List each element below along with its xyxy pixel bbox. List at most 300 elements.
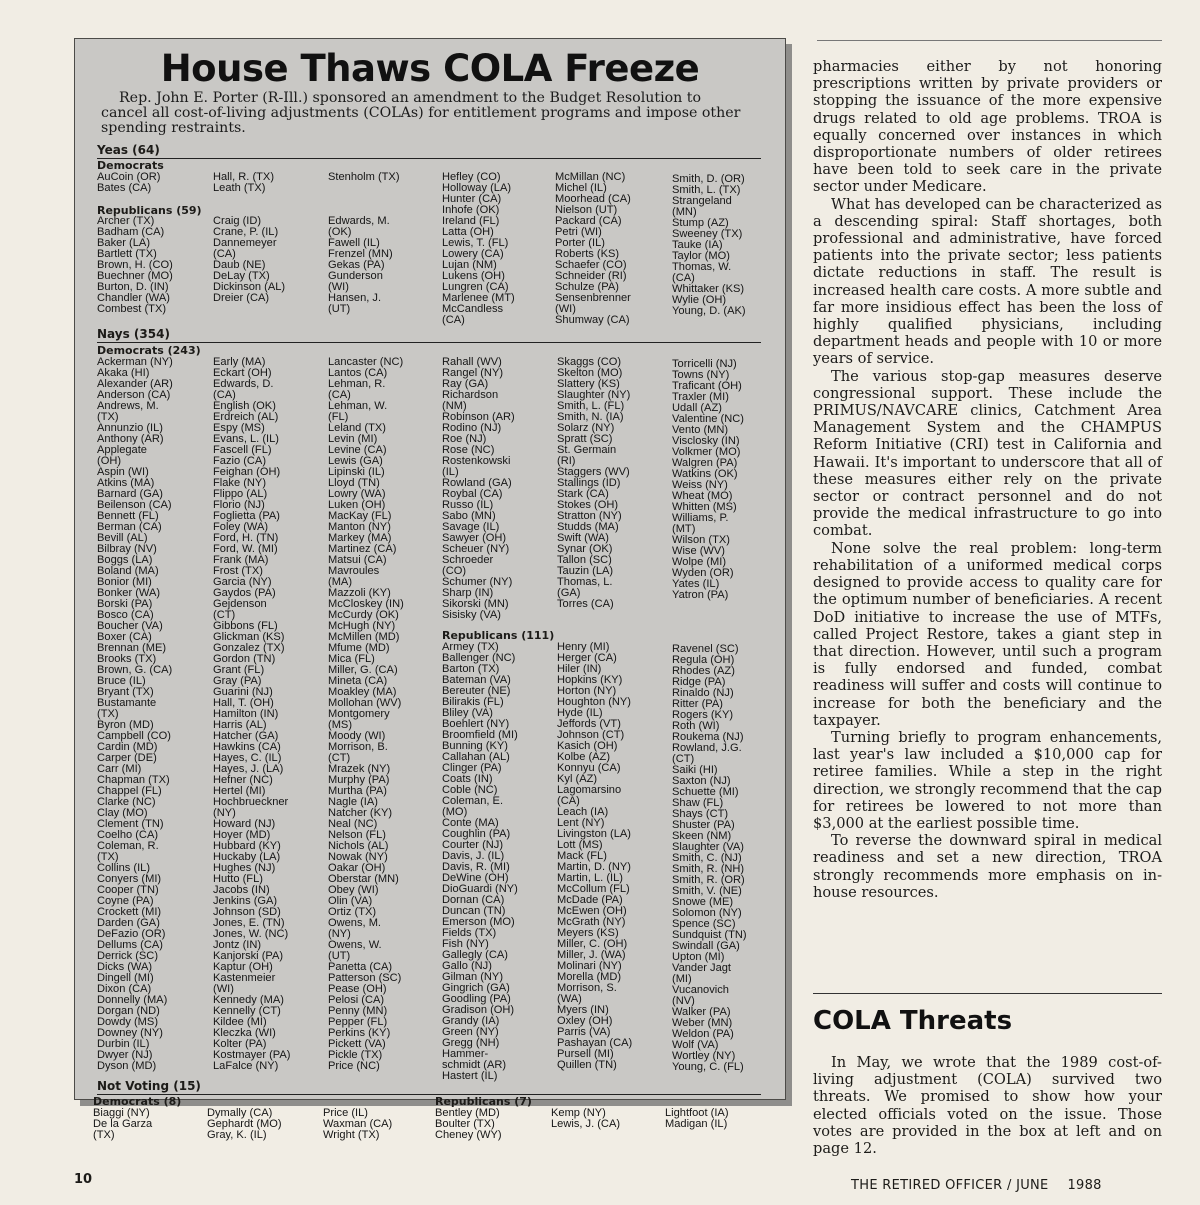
member-name: Boehlert (NY): [442, 718, 510, 730]
member-name: (NM): [442, 400, 467, 412]
member-name: Byron (MD): [97, 719, 154, 731]
member-name: Owens, M.: [328, 917, 382, 929]
nays-dem-col-2: [213, 357, 290, 1072]
member-name: Harris (AL): [213, 719, 267, 731]
member-name: Applegate: [97, 444, 147, 456]
member-name: Alexander (AR): [97, 378, 173, 390]
member-name: Mrazek (NY): [328, 763, 391, 775]
member-name: Snowe (ME): [672, 896, 734, 908]
member-name: McHugh (NY): [328, 620, 396, 632]
member-name: Tauzin (LA): [557, 565, 614, 577]
member-name: Thomas, W.: [672, 261, 732, 273]
member-name: Hammer-: [442, 1048, 489, 1060]
member-name: Hyde (IL): [557, 707, 603, 719]
member-name: Montgomery: [328, 708, 390, 720]
member-name: Skaggs (CO): [557, 356, 622, 368]
member-name: Beilenson (CA): [97, 499, 172, 511]
not-voting-dem-col-3: [323, 1108, 392, 1141]
member-name: Foley (WA): [213, 521, 269, 533]
member-name: Stark (CA): [557, 488, 609, 500]
member-name: Panetta (CA): [328, 961, 393, 973]
member-name: Gaydos (PA): [213, 587, 276, 599]
box-title: House Thaws COLA Freeze: [160, 47, 700, 90]
member-name: Rhodes (AZ): [672, 665, 735, 677]
member-name: Dixon (CA): [97, 983, 152, 995]
nays-dem-col-1: [97, 357, 173, 1072]
member-name: Sawyer (OH): [442, 532, 507, 544]
member-name: Young, D. (AK): [672, 305, 746, 317]
member-name: Lent (NY): [557, 817, 605, 829]
member-name: McCollum (FL): [557, 883, 630, 895]
member-name: Yatron (PA): [672, 589, 729, 601]
member-name: Bevill (AL): [97, 532, 148, 544]
member-name: Ballenger (NC): [442, 652, 516, 664]
member-name: (CT): [328, 752, 351, 764]
yeas-democrats-heading: Democrats: [97, 159, 164, 172]
member-name: Moakley (MA): [328, 686, 397, 698]
member-name: Moorhead (CA): [555, 193, 631, 205]
member-name: Lehman, W.: [328, 400, 388, 412]
member-name: Gonzalez (TX): [213, 642, 285, 654]
member-name: (MN): [672, 206, 697, 218]
member-name: Davis, R. (MI): [442, 861, 510, 873]
member-name: (CA): [213, 248, 236, 260]
member-name: Lloyd (TN): [328, 477, 380, 489]
member-name: Gray, K. (IL): [207, 1129, 267, 1141]
member-name: Slaughter (VA): [672, 841, 744, 853]
member-name: Mavroules: [328, 565, 380, 577]
member-name: Kennelly (CT): [213, 1005, 281, 1017]
member-name: Smith, L. (FL): [557, 400, 625, 412]
member-name: Bennett (FL): [97, 510, 159, 522]
member-name: Dowdy (MS): [97, 1016, 159, 1028]
member-name: Florio (NJ): [213, 499, 265, 511]
member-name: Ray (GA): [442, 378, 489, 390]
member-name: (CA): [328, 389, 351, 401]
member-name: Lagomarsino: [557, 784, 622, 796]
member-name: Pickle (TX): [328, 1049, 383, 1061]
member-name: Shaw (FL): [672, 797, 724, 809]
member-name: Lancaster (NC): [328, 356, 404, 368]
member-name: Nowak (NY): [328, 851, 388, 863]
member-name: Boland (MA): [97, 565, 159, 577]
member-name: Patterson (SC): [328, 972, 402, 984]
member-name: MacKay (FL): [328, 510, 392, 522]
member-name: Walker (PA): [672, 1006, 731, 1018]
member-name: De la Garza: [93, 1118, 153, 1130]
member-name: Conte (MA): [442, 817, 499, 829]
member-name: Weldon (PA): [672, 1028, 734, 1040]
yeas-dem-col-1: [97, 172, 161, 194]
member-name: Martin, D. (NY): [557, 861, 631, 873]
member-name: Smith, R. (OR): [672, 874, 745, 886]
member-name: (FL): [328, 411, 349, 423]
yeas-rep-col-3: [328, 216, 393, 315]
member-name: St. Germain: [557, 444, 617, 456]
member-name: Spratt (SC): [557, 433, 613, 445]
member-name: Torricelli (NJ): [672, 358, 737, 370]
member-name: Glickman (KS): [213, 631, 285, 643]
member-name: (NV): [672, 995, 695, 1007]
member-name: Traxler (MI): [672, 391, 729, 403]
member-name: Hastert (IL): [442, 1070, 498, 1082]
member-name: (CT): [213, 609, 236, 621]
nays-dem-col-5: [557, 357, 630, 610]
member-name: Clinger (PA): [442, 762, 502, 774]
nays-dem-col-4: [442, 357, 515, 621]
member-name: Upton (MI): [672, 951, 725, 963]
yeas-col-6: [672, 174, 746, 317]
article-paragraph: Turning briefly to program enhancements, last year's law included a $10,000 cap for retiree families. While a step in the right direction, we strongly recommend that the cap for retirees be lowered to not more than $3,000 at the earliest possible time.: [813, 728, 1162, 832]
member-name: Kolbe (AZ): [557, 751, 611, 763]
member-name: Smith, R. (NH): [672, 863, 745, 875]
member-name: (IL): [442, 466, 459, 478]
member-name: Durbin (IL): [97, 1038, 150, 1050]
member-name: Combest (TX): [97, 303, 167, 315]
member-name: Bonior (MI): [97, 576, 152, 588]
member-name: Huckaby (LA): [213, 851, 281, 863]
member-name: Matsui (CA): [328, 554, 387, 566]
member-name: Bereuter (NE): [442, 685, 511, 697]
member-name: Rostenkowski: [442, 455, 511, 467]
member-name: Johnson (SD): [213, 906, 281, 918]
not-voting-rep-col-1: [435, 1108, 502, 1141]
member-name: Erdreich (AL): [213, 411, 279, 423]
member-name: Martinez (CA): [328, 543, 397, 555]
member-name: Anderson (CA): [97, 389, 171, 401]
member-name: Dwyer (NJ): [97, 1049, 153, 1061]
member-name: Bilbray (NV): [97, 543, 157, 555]
member-name: (CA): [557, 795, 580, 807]
member-name: (WI): [555, 303, 576, 315]
member-name: Carper (DE): [97, 752, 157, 764]
yeas-rep-col-1: [97, 216, 173, 315]
member-name: Coughlin (PA): [442, 828, 511, 840]
member-name: Oxley (OH): [557, 1015, 613, 1027]
member-name: Rinaldo (NJ): [672, 687, 734, 699]
member-name: Studds (MA): [557, 521, 619, 533]
member-name: Stenholm (TX): [328, 171, 400, 183]
member-name: Conyers (MI): [97, 873, 162, 885]
member-name: Holloway (LA): [442, 182, 512, 194]
article-paragraph: None solve the real problem: long-term rehabilitation of a uniformed medical corps designed to provide access to quality care for the optimum number of beneficiaries. A recent DoD initiative to increase the use of MTFs, called Project Restore, takes a giant step in that direction. However, until such a program is fully endorsed and funded, combat readiness will suffer and costs will continue to increase for both the beneficiary and the taxpayer.: [813, 539, 1162, 729]
member-name: Coleman, R.: [97, 840, 159, 852]
member-name: Coyne (PA): [97, 895, 154, 907]
member-name: Murtha (PA): [328, 785, 387, 797]
member-name: Pickett (VA): [328, 1038, 386, 1050]
member-name: Cooper (TN): [97, 884, 159, 896]
member-name: Levin (MI): [328, 433, 378, 445]
member-name: Slaughter (NY): [557, 389, 631, 401]
member-name: Parris (VA): [557, 1026, 611, 1038]
member-name: Cheney (WY): [435, 1129, 502, 1141]
member-name: Slattery (KS): [557, 378, 620, 390]
not-voting-rep-col-2: [551, 1108, 620, 1130]
member-name: Gray (PA): [213, 675, 262, 687]
member-name: Foglietta (PA): [213, 510, 280, 522]
member-name: Levine (CA): [328, 444, 387, 456]
member-name: Leach (IA): [557, 806, 609, 818]
member-name: Dornan (CA): [442, 894, 505, 906]
member-name: (WA): [557, 993, 582, 1005]
member-name: Penny (MN): [328, 1005, 388, 1017]
member-name: Armey (TX): [442, 641, 499, 653]
member-name: Jacobs (IN): [213, 884, 270, 896]
member-name: Gephardt (MO): [207, 1118, 282, 1130]
member-name: Petri (WI): [555, 226, 602, 238]
yeas-dem-col-2: [213, 172, 274, 194]
member-name: Wheat (MO): [672, 490, 733, 502]
member-name: Lantos (CA): [328, 367, 388, 379]
member-name: Weiss (NY): [672, 479, 728, 491]
member-name: Wilson (TX): [672, 534, 730, 546]
member-name: Rodino (NJ): [442, 422, 502, 434]
member-name: Mfume (MD): [328, 642, 390, 654]
member-name: Wyden (OR): [672, 567, 734, 579]
member-name: Gilman (NY): [442, 971, 504, 983]
member-name: Brown, H. (CO): [97, 259, 173, 271]
member-name: Goodling (PA): [442, 993, 511, 1005]
member-name: (OH): [97, 455, 122, 467]
member-name: Packard (CA): [555, 215, 622, 227]
member-name: Ford, W. (MI): [213, 543, 278, 555]
magazine-name: THE RETIRED OFFICER / JUNE: [851, 1178, 1049, 1193]
member-name: (CT): [672, 753, 695, 765]
member-name: Rahall (WV): [442, 356, 502, 368]
member-name: Archer (TX): [97, 215, 155, 227]
member-name: Hawkins (CA): [213, 741, 281, 753]
member-name: (MT): [672, 523, 696, 535]
not-voting-rep-col-3: [665, 1108, 729, 1130]
member-name: Walgren (PA): [672, 457, 738, 469]
member-name: Sisisky (VA): [442, 609, 501, 621]
member-name: Hopkins (KY): [557, 674, 623, 686]
not-voting-democrats-heading: Democrats (8): [93, 1095, 182, 1108]
member-name: Chandler (WA): [97, 292, 170, 304]
member-name: (TX): [93, 1129, 115, 1141]
member-name: Aspin (WI): [97, 466, 149, 478]
member-name: Miller, J. (WA): [557, 949, 626, 961]
member-name: Taylor (MO): [672, 250, 730, 262]
cola-threats-title: COLA Threats: [813, 1006, 1013, 1036]
member-name: Latta (OH): [442, 226, 494, 238]
member-name: Gradison (OH): [442, 1004, 515, 1016]
member-name: Smith, N. (IA): [557, 411, 624, 423]
member-name: McCandless: [442, 303, 504, 315]
member-name: McCloskey (IN): [328, 598, 404, 610]
member-name: Fish (NY): [442, 938, 489, 950]
member-name: McMillan (NC): [555, 171, 626, 183]
member-name: Craig (ID): [213, 215, 262, 227]
member-name: Ortiz (TX): [328, 906, 377, 918]
member-name: Mazzoli (KY): [328, 587, 391, 599]
member-name: Ireland (FL): [442, 215, 500, 227]
member-name: Kaptur (OH): [213, 961, 273, 973]
section-rule: [813, 993, 1162, 994]
member-name: Kasich (OH): [557, 740, 618, 752]
member-name: Young, C. (FL): [672, 1061, 744, 1073]
member-name: Miller, G. (CA): [328, 664, 398, 676]
member-name: Edwards, M.: [328, 215, 390, 227]
member-name: Lipinski (IL): [328, 466, 385, 478]
member-name: Hochbrueckner: [213, 796, 289, 808]
member-name: Valentine (NC): [672, 413, 744, 425]
member-name: Gallegly (CA): [442, 949, 508, 961]
member-name: Lewis, T. (FL): [442, 237, 509, 249]
member-name: Clement (TN): [97, 818, 164, 830]
member-name: Schumer (NY): [442, 576, 513, 588]
member-name: Grandy (IA): [442, 1015, 500, 1027]
member-name: McGrath (NY): [557, 916, 626, 928]
vote-box: [74, 38, 786, 1141]
member-name: Barton (TX): [442, 663, 500, 675]
member-name: Boggs (LA): [97, 554, 153, 566]
member-name: Boulter (TX): [435, 1118, 495, 1130]
article-paragraph: To reverse the downward spiral in medical readiness and set a new direction, TROA strongly recommends more emphasis on in-house resources.: [813, 832, 1162, 901]
member-name: Hubbard (KY): [213, 840, 281, 852]
member-name: Roth (WI): [672, 720, 720, 732]
member-name: Wortley (NY): [672, 1050, 736, 1062]
member-name: Traficant (OH): [672, 380, 742, 392]
member-name: Fazio (CA): [213, 455, 267, 467]
member-name: Johnson (CT): [557, 729, 625, 741]
member-name: Espy (MS): [213, 422, 265, 434]
member-name: Kennedy (MA): [213, 994, 284, 1006]
member-name: Coelho (CA): [97, 829, 159, 841]
member-name: Annunzio (IL): [97, 422, 163, 434]
member-name: Andrews, M.: [97, 400, 159, 412]
member-name: Thomas, L.: [557, 576, 613, 588]
member-name: Konnyu (CA): [557, 762, 621, 774]
member-name: Early (MA): [213, 356, 266, 368]
member-name: Wylie (OH): [672, 294, 727, 306]
member-name: Sikorski (MN): [442, 598, 509, 610]
member-name: Synar (OK): [557, 543, 613, 555]
member-name: Lewis (GA): [328, 455, 383, 467]
member-name: Dingell (MI): [97, 972, 154, 984]
page-number: 10: [74, 1172, 93, 1187]
member-name: (WI): [328, 281, 349, 293]
member-name: Schroeder: [442, 554, 494, 566]
member-name: (MI): [672, 973, 692, 985]
member-name: DioGuardi (NY): [442, 883, 518, 895]
member-name: Kyl (AZ): [557, 773, 598, 785]
member-name: Bliley (VA): [442, 707, 493, 719]
member-name: Mineta (CA): [328, 675, 388, 687]
member-name: Buechner (MO): [97, 270, 173, 282]
member-name: Chapman (TX): [97, 774, 170, 786]
member-name: Olin (VA): [328, 895, 373, 907]
member-name: Wright (TX): [323, 1129, 380, 1141]
member-name: Collins (IL): [97, 862, 151, 874]
member-name: Mollohan (WV): [328, 697, 402, 709]
member-name: Leland (TX): [328, 422, 386, 434]
member-name: McEwen (OH): [557, 905, 627, 917]
member-name: Barnard (GA): [97, 488, 163, 500]
member-name: Skeen (NM): [672, 830, 732, 842]
member-name: Kanjorski (PA): [213, 950, 284, 962]
member-name: Fawell (IL): [328, 237, 380, 249]
member-name: Smith, L. (TX): [672, 184, 741, 196]
member-name: Schneider (RI): [555, 270, 627, 282]
member-name: McMillen (MD): [328, 631, 400, 643]
member-name: Gunderson: [328, 270, 383, 282]
member-name: Mica (FL): [328, 653, 375, 665]
member-name: Smith, V. (NE): [672, 885, 742, 897]
member-name: Hunter (CA): [442, 193, 502, 205]
member-name: Jeffords (VT): [557, 718, 621, 730]
member-name: Coats (IN): [442, 773, 493, 785]
magazine-footer: [851, 1178, 1102, 1193]
nays-dem-col-6: [672, 359, 744, 601]
member-name: Tallon (SC): [557, 554, 612, 566]
member-name: Natcher (KY): [328, 807, 393, 819]
member-name: Lukens (OH): [442, 270, 505, 282]
issue-year: 1988: [1067, 1178, 1102, 1193]
member-name: Morrison, S.: [557, 982, 617, 994]
member-name: (NY): [213, 807, 236, 819]
member-name: Bosco (CA): [97, 609, 154, 621]
member-name: Clarke (NC): [97, 796, 156, 808]
member-name: Hall, R. (TX): [213, 171, 275, 183]
member-name: Markey (MA): [328, 532, 392, 544]
member-name: Murphy (PA): [328, 774, 390, 786]
article-body: [813, 58, 1162, 901]
member-name: Luken (OH): [328, 499, 386, 511]
nays-dem-col-3: [328, 357, 404, 1072]
member-name: Lujan (NM): [442, 259, 497, 271]
member-name: Stokes (OH): [557, 499, 619, 511]
member-name: Hayes, J. (LA): [213, 763, 284, 775]
member-name: Oakar (OH): [328, 862, 386, 874]
member-name: Roe (NJ): [442, 433, 487, 445]
member-name: Pashayan (CA): [557, 1037, 633, 1049]
member-name: Bustamante: [97, 697, 157, 709]
member-name: Michel (IL): [555, 182, 607, 194]
member-name: LaFalce (NY): [213, 1060, 279, 1072]
member-name: Boxer (CA): [97, 631, 152, 643]
member-name: Nichols (AL): [328, 840, 389, 852]
member-name: Shumway (CA): [555, 314, 630, 326]
member-name: Tauke (IA): [672, 239, 723, 251]
member-name: Frost (TX): [213, 565, 263, 577]
member-name: Atkins (MA): [97, 477, 155, 489]
member-name: Spence (SC): [672, 918, 736, 930]
member-name: Rangel (NY): [442, 367, 504, 379]
not-voting-republicans-heading: Republicans (7): [435, 1095, 532, 1108]
member-name: Robinson (AR): [442, 411, 515, 423]
member-name: Hefley (CO): [442, 171, 501, 183]
member-name: Miller, C. (OH): [557, 938, 628, 950]
member-name: (GA): [557, 587, 581, 599]
member-name: Oberstar (MN): [328, 873, 399, 885]
member-name: Pease (OH): [328, 983, 387, 995]
member-name: Roberts (KS): [555, 248, 620, 260]
member-name: Morrison, B.: [328, 741, 388, 753]
member-name: Quillen (TN): [557, 1059, 617, 1071]
yeas-col-5: [555, 172, 631, 326]
member-name: Solarz (NY): [557, 422, 615, 434]
member-name: Weber (MN): [672, 1017, 733, 1029]
member-name: Bilirakis (FL): [442, 696, 504, 708]
member-name: Whitten (MS): [672, 501, 737, 513]
member-name: (UT): [328, 303, 351, 315]
member-name: Lewis, J. (CA): [551, 1118, 621, 1130]
member-name: Fields (TX): [442, 927, 497, 939]
member-name: Derrick (SC): [97, 950, 159, 962]
member-name: (UT): [328, 950, 351, 962]
member-name: Rogers (KY): [672, 709, 734, 721]
